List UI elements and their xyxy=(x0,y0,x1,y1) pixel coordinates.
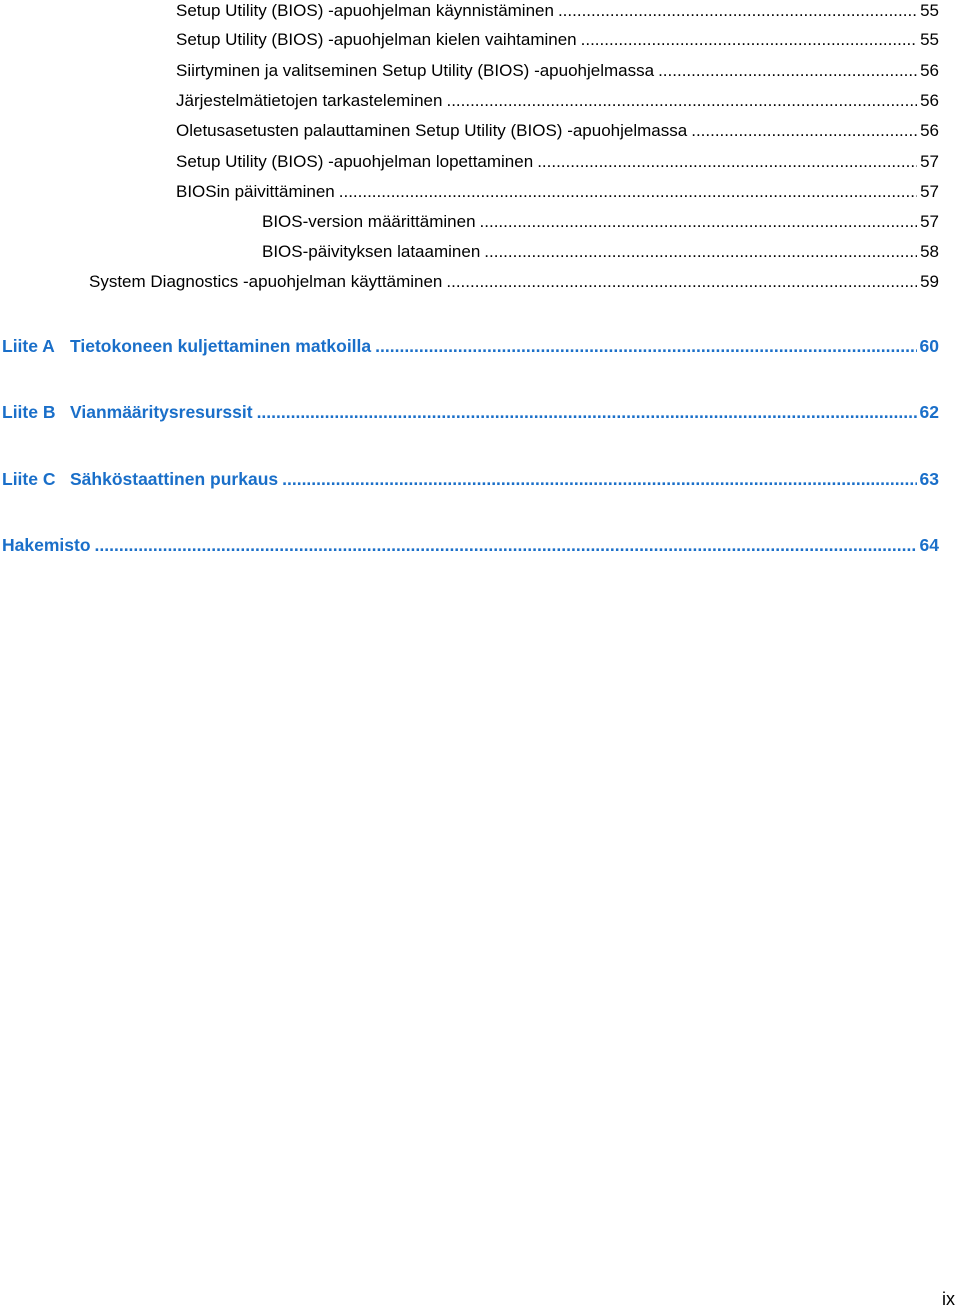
toc-entry[interactable] xyxy=(176,151,939,173)
toc-entry-page: 57 xyxy=(920,212,939,231)
appendix-page: 63 xyxy=(919,469,939,489)
toc-entry-page: 57 xyxy=(920,182,939,201)
appendix-title: Sähköstaattinen purkaus xyxy=(70,469,279,489)
toc-appendix-link[interactable] xyxy=(2,335,939,357)
dot-leader xyxy=(581,29,917,51)
appendix-title: Vianmääritysresurssit xyxy=(70,402,253,422)
toc-entry[interactable] xyxy=(176,90,939,112)
toc-entry-title: Oletusasetusten palauttaminen Setup Utility (BIOS) -apuohjelmassa xyxy=(176,121,688,140)
toc-appendix-link[interactable] xyxy=(2,401,939,423)
toc-entry-page: 56 xyxy=(920,61,939,80)
appendix-page: 62 xyxy=(919,402,939,422)
toc-section-entry[interactable] xyxy=(89,271,939,293)
toc-entry[interactable] xyxy=(176,0,939,22)
dot-leader xyxy=(257,401,917,423)
toc-entry-title: Setup Utility (BIOS) -apuohjelman kielen vaihtaminen xyxy=(176,30,577,49)
dot-leader xyxy=(480,211,918,233)
toc-entry[interactable] xyxy=(176,181,939,203)
toc-entry-title: System Diagnostics -apuohjelman käyttäminen xyxy=(89,272,443,291)
dot-leader xyxy=(537,151,917,173)
index-title: Hakemisto xyxy=(2,535,91,555)
index-page: 64 xyxy=(919,535,939,555)
dot-leader xyxy=(484,241,917,263)
toc-entry-title: Siirtyminen ja valitseminen Setup Utility (BIOS) -apuohjelmassa xyxy=(176,61,655,80)
toc-subentry[interactable] xyxy=(262,241,939,263)
appendix-page: 60 xyxy=(919,336,939,356)
toc-subentry[interactable] xyxy=(262,211,939,233)
toc-entry-title: BIOSin päivittäminen xyxy=(176,182,335,201)
toc-entry[interactable] xyxy=(176,120,939,142)
dot-leader xyxy=(691,120,917,142)
toc-entry-title: Setup Utility (BIOS) -apuohjelman käynnistäminen xyxy=(176,1,554,20)
toc-entry-page: 56 xyxy=(920,91,939,110)
toc-entry-page: 55 xyxy=(920,30,939,49)
dot-leader xyxy=(282,468,916,490)
toc-entry-page: 59 xyxy=(920,272,939,291)
toc-index-link[interactable] xyxy=(2,534,939,556)
page-number: ix xyxy=(942,1289,955,1309)
dot-leader xyxy=(446,271,917,293)
dot-leader xyxy=(95,534,917,556)
appendix-label: Liite A xyxy=(2,336,55,356)
appendix-title: Tietokoneen kuljettaminen matkoilla xyxy=(70,336,372,356)
toc-appendix-link[interactable] xyxy=(2,468,939,490)
dot-leader xyxy=(446,90,917,112)
toc-entry-page: 57 xyxy=(920,152,939,171)
toc-entry[interactable] xyxy=(176,29,939,51)
toc-entry-title: BIOS-version määrittäminen xyxy=(262,212,476,231)
toc-entry[interactable] xyxy=(176,60,939,82)
toc-entry-title: Järjestelmätietojen tarkasteleminen xyxy=(176,91,443,110)
dot-leader xyxy=(339,181,917,203)
toc-entry-page: 58 xyxy=(920,242,939,261)
dot-leader xyxy=(658,60,917,82)
appendix-label: Liite C xyxy=(2,469,56,489)
toc-entry-page: 56 xyxy=(920,121,939,140)
toc-entry-title: BIOS-päivityksen lataaminen xyxy=(262,242,481,261)
toc-entry-page: 55 xyxy=(920,1,939,20)
appendix-label: Liite B xyxy=(2,402,56,422)
dot-leader xyxy=(375,335,916,357)
dot-leader xyxy=(558,0,917,22)
toc-entry-title: Setup Utility (BIOS) -apuohjelman lopettaminen xyxy=(176,152,534,171)
